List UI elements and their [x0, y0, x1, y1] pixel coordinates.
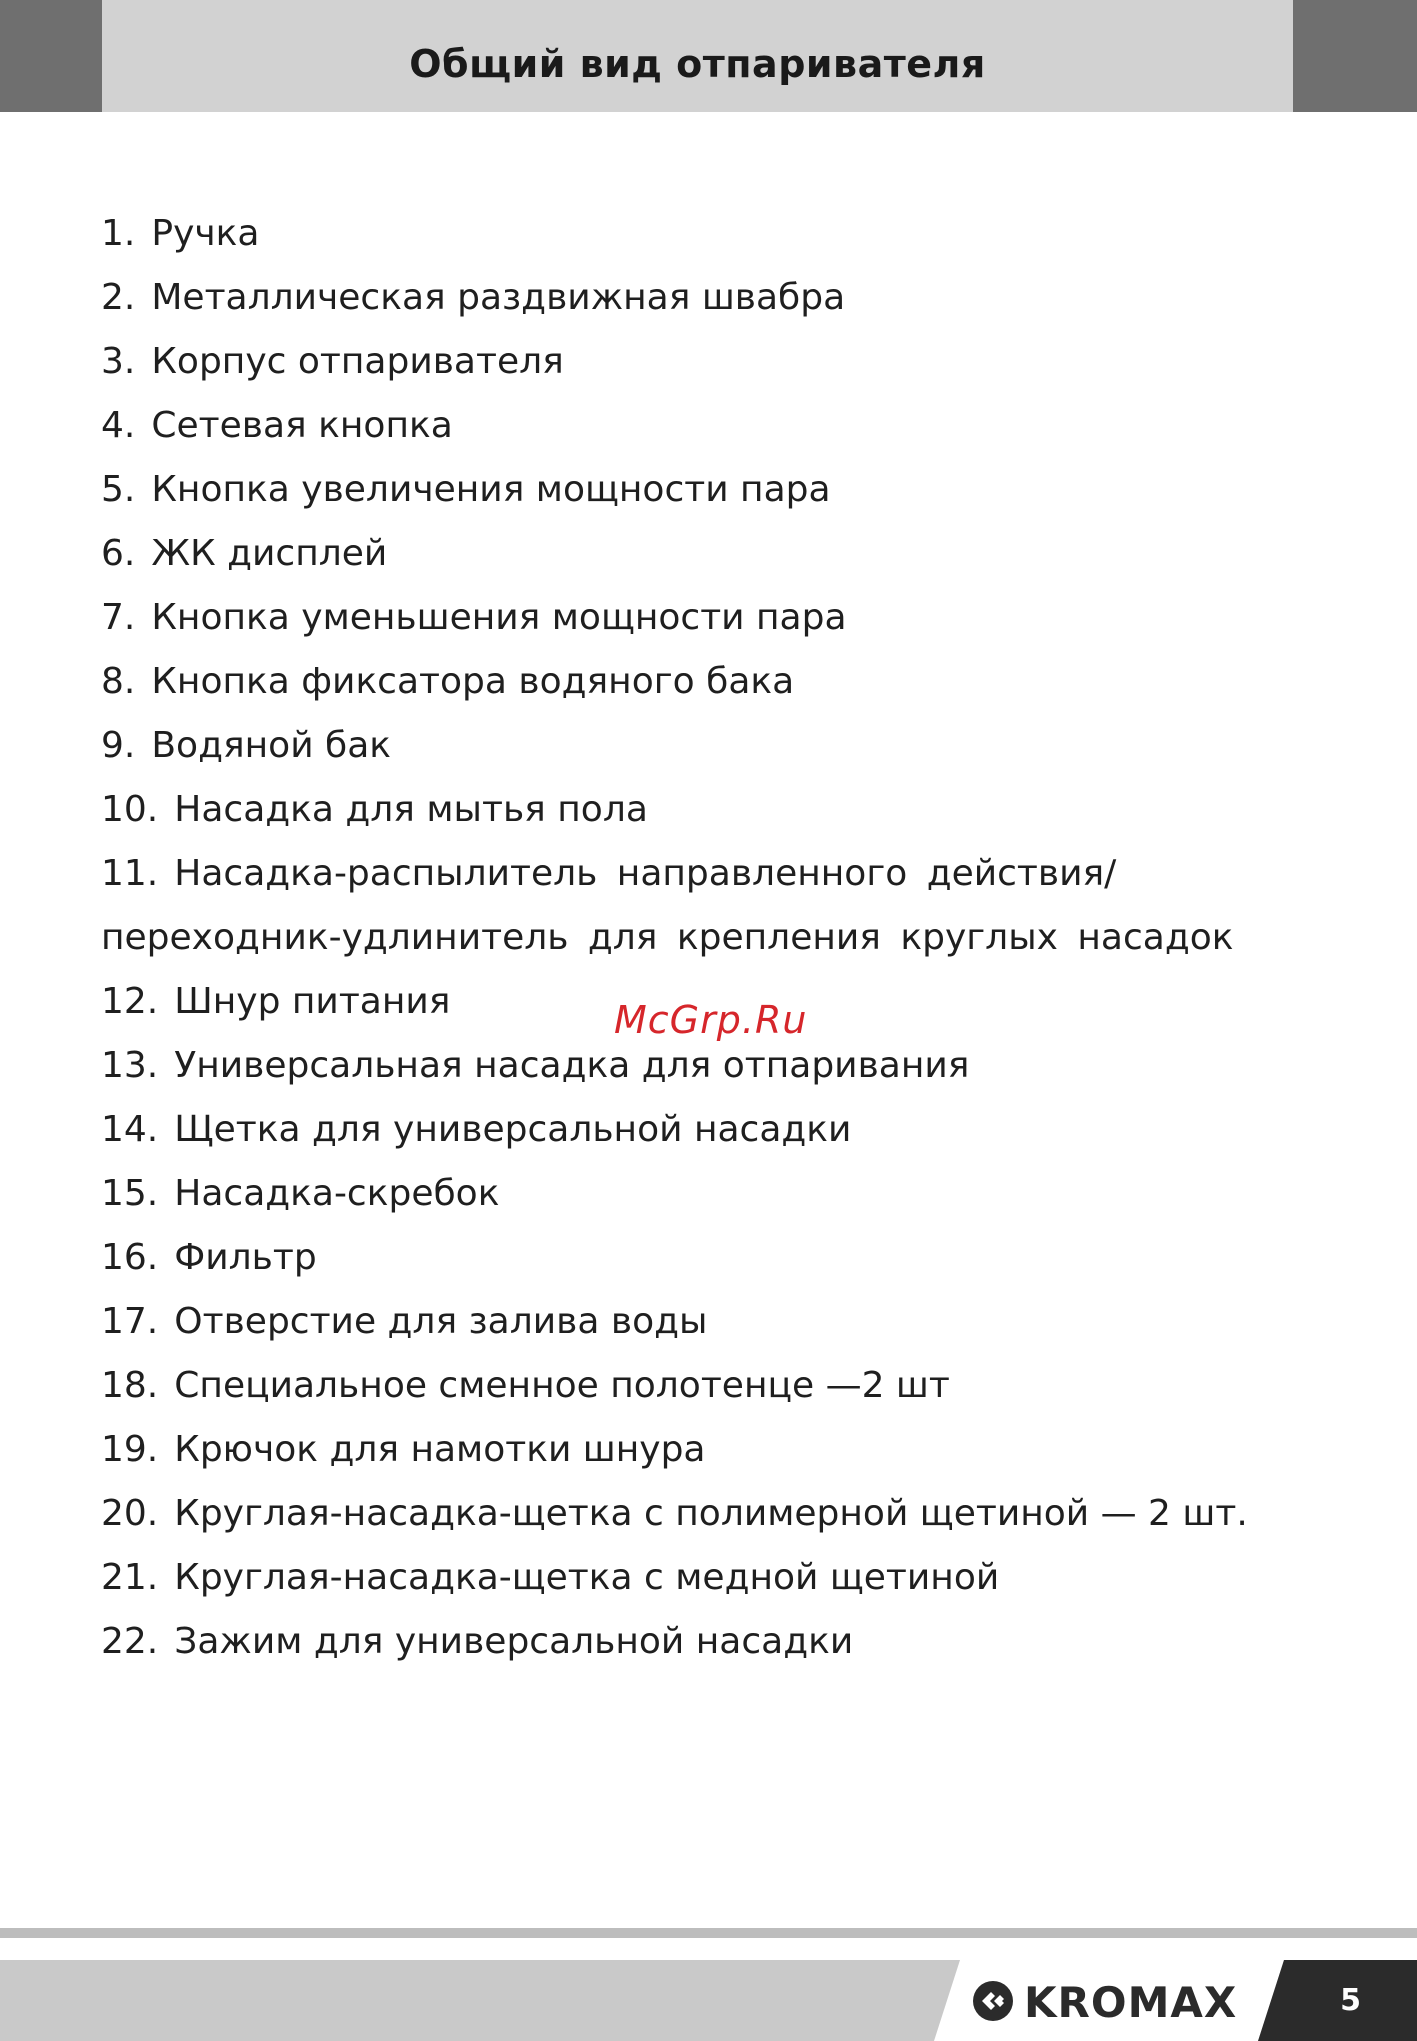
page-title: Общий вид отпаривателя — [409, 42, 986, 86]
list-item — [101, 1162, 1331, 1226]
item-text: Насадка-распылитель направленного действия/переходник-удлинитель для крепления круглых насадок — [101, 853, 1234, 958]
item-text: Насадка для мытья пола — [174, 789, 648, 830]
item-text: Ручка — [151, 213, 260, 254]
brand-name: KROMAX — [1024, 1978, 1238, 2027]
item-number: 8. — [101, 661, 136, 702]
list-item — [101, 714, 1331, 778]
kromax-logo-icon — [972, 1980, 1014, 2022]
list-item — [101, 1098, 1331, 1162]
item-number: 5. — [101, 469, 136, 510]
item-text: Крючок для намотки шнура — [174, 1429, 706, 1470]
item-number: 17. — [101, 1301, 159, 1342]
item-text: Отверстие для залива воды — [174, 1301, 708, 1342]
list-item — [101, 1290, 1331, 1354]
list-item — [101, 842, 1331, 970]
header-bar — [0, 0, 1417, 112]
item-text: Фильтр — [174, 1237, 317, 1278]
list-item — [101, 650, 1331, 714]
item-number: 21. — [101, 1557, 159, 1598]
item-text: Сетевая кнопка — [151, 405, 453, 446]
item-number: 16. — [101, 1237, 159, 1278]
item-text: Водяной бак — [151, 725, 392, 766]
list-item — [101, 586, 1331, 650]
item-number: 1. — [101, 213, 136, 254]
list-item — [101, 1482, 1331, 1546]
item-text: Металлическая раздвижная швабра — [151, 277, 846, 318]
footer-divider — [0, 1928, 1417, 1938]
item-number: 18. — [101, 1365, 159, 1406]
item-text: Круглая-насадка-щетка с полимерной щетиной — 2 шт. — [174, 1493, 1248, 1534]
item-text: Щетка для универсальной насадки — [174, 1109, 852, 1150]
list-item — [101, 394, 1331, 458]
item-text: Кнопка фиксатора водяного бака — [151, 661, 795, 702]
page-number: 5 — [1340, 1983, 1361, 2018]
item-text: Кнопка уменьшения мощности пара — [151, 597, 847, 638]
item-number: 6. — [101, 533, 136, 574]
item-text: Зажим для универсальной насадки — [174, 1621, 854, 1662]
item-number: 20. — [101, 1493, 159, 1534]
item-number: 22. — [101, 1621, 159, 1662]
list-item — [101, 330, 1331, 394]
list-item — [101, 1034, 1331, 1098]
list-item — [101, 1354, 1331, 1418]
item-number: 12. — [101, 981, 159, 1022]
item-number: 10. — [101, 789, 159, 830]
item-number: 9. — [101, 725, 136, 766]
item-text: Шнур питания — [174, 981, 451, 1022]
item-text: Специальное сменное полотенце —2 шт — [174, 1365, 950, 1406]
item-text: Кнопка увеличения мощности пара — [151, 469, 831, 510]
item-number: 13. — [101, 1045, 159, 1086]
list-item — [101, 1546, 1331, 1610]
item-number: 15. — [101, 1173, 159, 1214]
list-item — [101, 458, 1331, 522]
header-left-block — [0, 0, 102, 112]
parts-list — [101, 202, 1331, 1674]
item-number: 2. — [101, 277, 136, 318]
item-number: 11. — [101, 853, 159, 894]
header-right-block — [1293, 0, 1417, 112]
item-number: 19. — [101, 1429, 159, 1470]
list-item — [101, 1418, 1331, 1482]
list-item — [101, 202, 1331, 266]
item-text: Универсальная насадка для отпаривания — [174, 1045, 970, 1086]
item-text: Круглая-насадка-щетка с медной щетиной — [174, 1557, 1000, 1598]
list-item — [101, 266, 1331, 330]
item-number: 4. — [101, 405, 136, 446]
list-item — [101, 522, 1331, 586]
item-text: ЖК дисплей — [151, 533, 388, 574]
list-item — [101, 778, 1331, 842]
watermark: McGrp.Ru — [614, 998, 808, 1042]
list-item — [101, 1610, 1331, 1674]
list-item — [101, 1226, 1331, 1290]
item-number: 3. — [101, 341, 136, 382]
item-text: Насадка-скребок — [174, 1173, 500, 1214]
item-number: 7. — [101, 597, 136, 638]
item-number: 14. — [101, 1109, 159, 1150]
item-text: Корпус отпаривателя — [151, 341, 564, 382]
